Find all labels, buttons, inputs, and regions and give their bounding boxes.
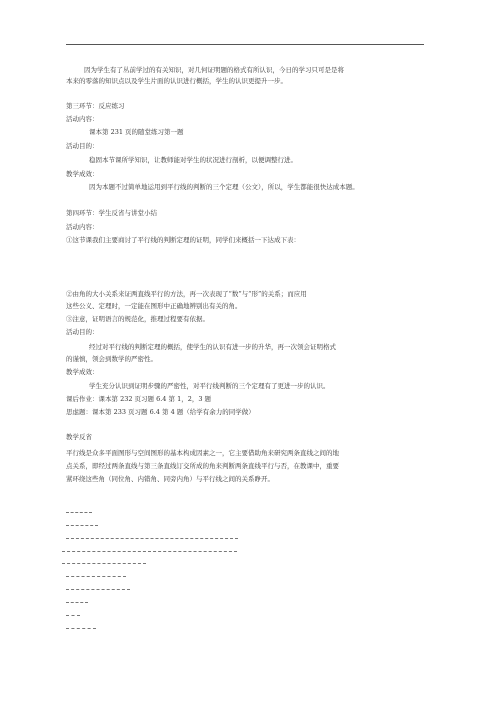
stage3-content: 课本第 231 页的随堂练习第一题 bbox=[89, 128, 184, 136]
dashed-rule bbox=[62, 551, 237, 552]
stage3-title: 第三环节：反应练习 bbox=[66, 102, 125, 110]
stage4-purpose-line-2: 的谨慎，领会到数学的严密性。 bbox=[66, 355, 157, 363]
stage4-effect: 学生充分认识到证明步骤的严密性，对平行线判断的三个定理有了更进一步的认识。 bbox=[89, 382, 330, 390]
stage3-content-label: 活动内容： bbox=[66, 115, 99, 123]
reflection-title: 教学反省 bbox=[66, 433, 92, 441]
stage4-homework: 课后作业：课本第 232 页习题 6.4 第 1，2，3 题 bbox=[66, 395, 212, 403]
stage4-effect-label: 教学成效： bbox=[66, 368, 99, 376]
stage4-purpose-line-1: 经过对平行线的判断定理的概括，使学生的认识有进一步的升华，再一次领会证明格式 bbox=[89, 343, 336, 351]
stage4-item-2-line-2: 这些公义、定理时，一定能在图形中正确地辨别出有关的角。 bbox=[66, 302, 242, 310]
stage4-title: 第四环节：学生反省与讲堂小结 bbox=[66, 209, 157, 217]
stage3-purpose-label: 活动目的： bbox=[66, 142, 99, 150]
stage4-item-3: ③注意，证明语言的规范化，推理过程要有依据。 bbox=[66, 315, 209, 323]
dashed-rule bbox=[66, 628, 96, 629]
dashed-rule bbox=[66, 589, 130, 590]
dashed-rule bbox=[66, 512, 92, 513]
reflection-line-3: 紧环绕这些角（同位角、内错角、同旁内角）与平行线之间的关系睁开。 bbox=[66, 475, 274, 483]
stage4-item-1: ①这节课我们主要商讨了平行线的判断定理的证明，同学们来概括一下达成下表： bbox=[66, 236, 300, 244]
dashed-rule bbox=[66, 576, 126, 577]
stage4-item-2-line-1: ②由角的大小关系来证两直线平行的方法，再一次表现了“数”与“形”的关系；而应用 bbox=[66, 290, 307, 298]
stage4-extension: 思虑题：课本第 233 页习题 6.4 第 4 题（给学有余力的同学做） bbox=[66, 408, 255, 416]
stage4-content-label: 活动内容： bbox=[66, 223, 99, 231]
stage3-effect: 因为本题不过简单地运用到平行线的判断的三个定理（公文），所以，学生都能很快达成本题。 bbox=[89, 183, 359, 191]
reflection-line-2: 点关系，即经过两条直线与第三条直线订交所成的角来判断两条直线平行与否，在教课中，重要 bbox=[66, 462, 339, 470]
stage4-purpose-label: 活动目的： bbox=[66, 328, 99, 336]
stage3-purpose: 稳固本节课所学知识，让教师能对学生的状况进行剖析，以便调整行进。 bbox=[89, 156, 297, 164]
dashed-rule bbox=[66, 525, 98, 526]
dashed-rule bbox=[66, 602, 88, 603]
intro-line-1: 因为学生有了丛前学过的有关知识，对几何证明题的格式有所认识，今日的学习只可是是将 bbox=[84, 66, 344, 74]
dashed-rule bbox=[62, 563, 146, 564]
header-rule bbox=[66, 44, 424, 45]
stage3-effect-label: 教学成效： bbox=[66, 170, 99, 178]
reflection-line-1: 平行线是众多平面图形与空间图形的基本构成因素之一，它主要借助角来研究两条直线之间的地 bbox=[66, 449, 339, 457]
dashed-rule bbox=[66, 538, 238, 539]
intro-line-2: 本来的零落的知识点以及学生片面的认识进行概括，学生的认识更提升一步。 bbox=[66, 77, 287, 85]
dashed-rule bbox=[66, 615, 80, 616]
